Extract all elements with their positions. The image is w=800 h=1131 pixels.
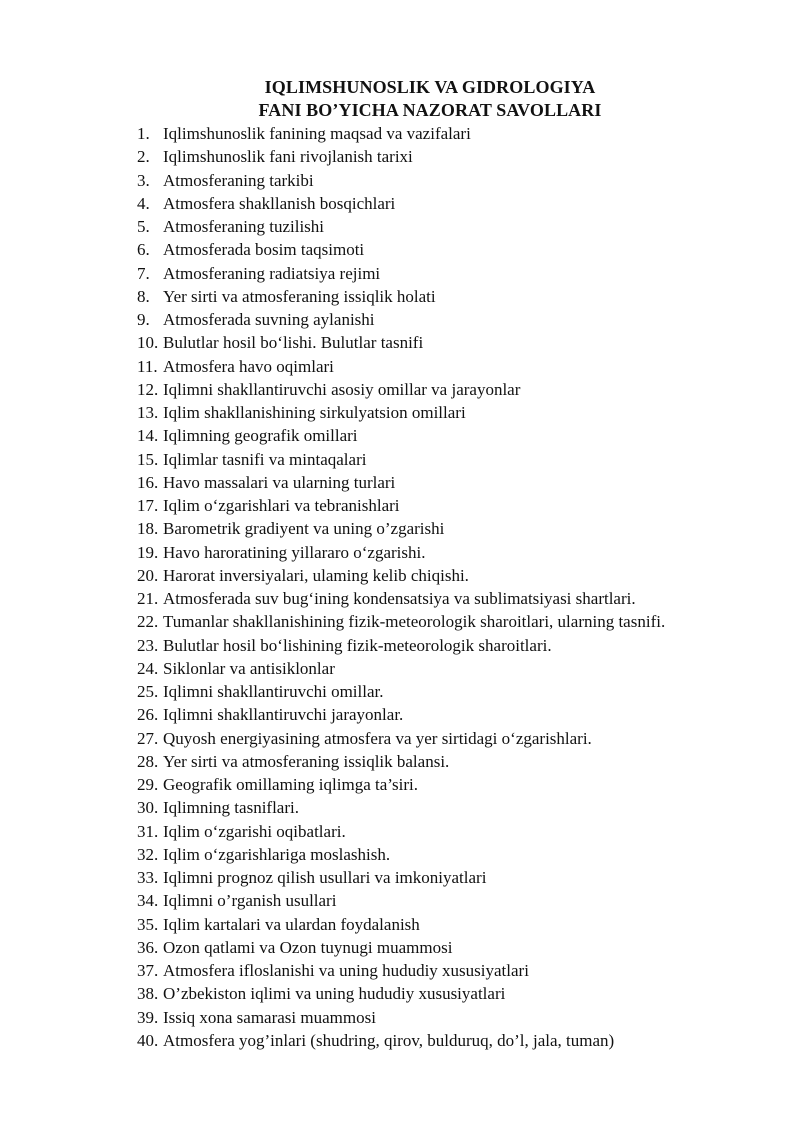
question-text: Iqlimni prognoz qilish usullari va imkoniyatlari xyxy=(163,868,487,887)
question-item xyxy=(137,773,665,796)
question-item xyxy=(137,401,665,424)
question-item xyxy=(137,564,665,587)
question-number: 20. xyxy=(137,565,159,585)
question-number: 26. xyxy=(137,705,159,725)
question-text: Barometrik gradiyent va uning o’zgarishi xyxy=(163,519,445,539)
question-text: Atmosferada suvning aylanishi xyxy=(163,310,375,329)
question-text: Havo haroratining yillararo o‘zgarishi. xyxy=(163,542,426,562)
question-text: Iqlimni o’rganish usullari xyxy=(163,891,337,911)
question-text: Bulutlar hosil bo‘lishi. Bulutlar tasnifi xyxy=(163,333,424,353)
question-number: 3. xyxy=(137,170,150,190)
question-number: 37. xyxy=(137,961,159,980)
question-number: 12. xyxy=(137,379,159,399)
question-item xyxy=(137,471,665,494)
question-text: Iqlim o‘zgarishlari va tebranishlari xyxy=(163,496,400,515)
question-item xyxy=(137,331,665,354)
question-text: Iqlimshunoslik fanining maqsad va vazifalari xyxy=(163,124,471,143)
question-number: 31. xyxy=(137,821,159,841)
question-item xyxy=(137,122,665,145)
question-item xyxy=(137,192,665,215)
question-text: Harorat inversiyalari, ulaming kelib chiqishi. xyxy=(163,565,469,585)
question-item xyxy=(137,843,665,866)
question-number: 6. xyxy=(137,240,150,260)
question-item xyxy=(137,355,665,378)
question-text: Iqlim o‘zgarishi oqibatlari. xyxy=(163,821,346,841)
question-item xyxy=(137,634,665,657)
question-item xyxy=(137,610,665,633)
question-text: Ozon qatlami va Ozon tuynugi muammosi xyxy=(163,937,453,957)
question-item xyxy=(137,238,665,261)
question-item xyxy=(137,145,665,168)
question-number: 24. xyxy=(137,658,159,678)
question-number: 35. xyxy=(137,914,159,934)
question-number: 9. xyxy=(137,310,150,329)
question-item xyxy=(137,796,665,819)
question-text: Iqlimning geografik omillari xyxy=(163,426,358,446)
question-item xyxy=(137,1006,665,1029)
question-number: 7. xyxy=(137,263,150,283)
question-text: Atmosfera havo oqimlari xyxy=(163,356,334,376)
question-item xyxy=(137,959,665,982)
question-number: 22. xyxy=(137,612,159,632)
question-number: 34. xyxy=(137,891,159,911)
question-number: 19. xyxy=(137,542,159,562)
question-item xyxy=(137,494,665,517)
question-number: 18. xyxy=(137,519,159,539)
question-text: Atmosferaning tuzilishi xyxy=(163,217,325,236)
question-text: Iqlim o‘zgarishlariga moslashish. xyxy=(163,844,391,864)
question-item xyxy=(137,889,665,912)
title-line-2: FANI BO’YICHA NAZORAT SAVOLLARI xyxy=(258,100,602,120)
title-line-1: IQLIMSHUNOSLIK VA GIDROLOGIYA xyxy=(264,77,596,97)
question-item xyxy=(137,657,665,680)
question-text: Atmosferada bosim taqsimoti xyxy=(163,240,365,260)
question-text: Iqlimshunoslik fani rivojlanish tarixi xyxy=(163,147,413,167)
question-item xyxy=(137,215,665,238)
question-number: 16. xyxy=(137,472,159,492)
question-text: Iqlim kartalari va ulardan foydalanish xyxy=(163,914,420,934)
question-number: 21. xyxy=(137,589,159,608)
question-item xyxy=(137,262,665,285)
question-item xyxy=(137,587,665,610)
question-item xyxy=(137,285,665,308)
question-item xyxy=(137,703,665,726)
question-number: 14. xyxy=(137,426,159,446)
question-number: 17. xyxy=(137,496,159,515)
question-number: 30. xyxy=(137,798,159,818)
question-text: Geografik omillaming iqlimga ta’siri. xyxy=(163,775,418,794)
question-text: Atmosfera yog’inlari (shudring, qirov, bulduruq, do’l, jala, tuman) xyxy=(163,1030,615,1050)
question-number: 39. xyxy=(137,1007,159,1027)
question-number: 29. xyxy=(137,775,159,794)
question-number: 8. xyxy=(137,286,150,306)
question-text: Quyosh energiyasining atmosfera va yer sirtidagi o‘zgarishlari. xyxy=(163,728,592,748)
question-text: Atmosfera ifloslanishi va uning hududiy xususiyatlari xyxy=(163,961,529,980)
question-number: 40. xyxy=(137,1030,159,1050)
question-item xyxy=(137,680,665,703)
question-item xyxy=(137,820,665,843)
question-item xyxy=(137,448,665,471)
question-text: Havo massalari va ularning turlari xyxy=(163,472,396,492)
question-text: Tumanlar shakllanishining fizik-meteorologik sharoitlari, ularning tasnifi. xyxy=(163,612,666,632)
question-number: 33. xyxy=(137,868,159,887)
question-item xyxy=(137,727,665,750)
question-number: 23. xyxy=(137,635,159,655)
question-number: 28. xyxy=(137,751,159,771)
question-item xyxy=(137,982,665,1005)
question-item xyxy=(137,308,665,331)
question-number: 10. xyxy=(137,333,159,353)
question-item xyxy=(137,169,665,192)
question-text: Iqlim shakllanishining sirkulyatsion omillari xyxy=(163,403,466,422)
question-text: Yer sirti va atmosferaning issiqlik holati xyxy=(163,286,436,306)
question-text: Atmosferada suv bug‘ining kondensatsiya va sublimatsiyasi shartlari. xyxy=(163,589,636,608)
question-item xyxy=(137,541,665,564)
question-text: Iqlimni shakllantiruvchi asosiy omillar va jarayonlar xyxy=(163,379,521,399)
question-number: 5. xyxy=(137,217,150,236)
document-title xyxy=(0,76,800,122)
question-number: 15. xyxy=(137,449,159,469)
question-text: Issiq xona samarasi muammosi xyxy=(163,1007,376,1027)
question-item xyxy=(137,750,665,773)
question-number: 32. xyxy=(137,844,159,864)
question-item xyxy=(137,517,665,540)
question-text: Yer sirti va atmosferaning issiqlik balansi. xyxy=(163,751,450,771)
question-number: 4. xyxy=(137,193,150,213)
question-item xyxy=(137,936,665,959)
question-list xyxy=(137,122,665,1052)
question-text: Iqlimni shakllantiruvchi jarayonlar. xyxy=(163,705,404,725)
question-number: 13. xyxy=(137,403,159,422)
question-text: Bulutlar hosil bo‘lishining fizik-meteorologik sharoitlari. xyxy=(163,635,552,655)
question-text: Iqlimning tasniflari. xyxy=(163,798,299,818)
question-number: 25. xyxy=(137,682,159,701)
question-text: Atmosferaning radiatsiya rejimi xyxy=(163,263,381,283)
question-text: Iqlimlar tasnifi va mintaqalari xyxy=(163,449,367,469)
question-text: Atmosferaning tarkibi xyxy=(163,170,314,190)
question-item xyxy=(137,1029,665,1052)
question-number: 2. xyxy=(137,147,150,167)
question-number: 27. xyxy=(137,728,159,748)
question-text: Iqlimni shakllantiruvchi omillar. xyxy=(163,682,384,701)
question-text: O’zbekiston iqlimi va uning hududiy xususiyatlari xyxy=(163,984,506,1004)
question-number: 1. xyxy=(137,124,150,143)
question-number: 11. xyxy=(137,356,158,376)
question-item xyxy=(137,424,665,447)
question-number: 36. xyxy=(137,937,159,957)
question-number: 38. xyxy=(137,984,159,1004)
question-item xyxy=(137,378,665,401)
question-item xyxy=(137,866,665,889)
question-item xyxy=(137,913,665,936)
question-text: Atmosfera shakllanish bosqichlari xyxy=(163,193,396,213)
question-text: Siklonlar va antisiklonlar xyxy=(163,658,335,678)
